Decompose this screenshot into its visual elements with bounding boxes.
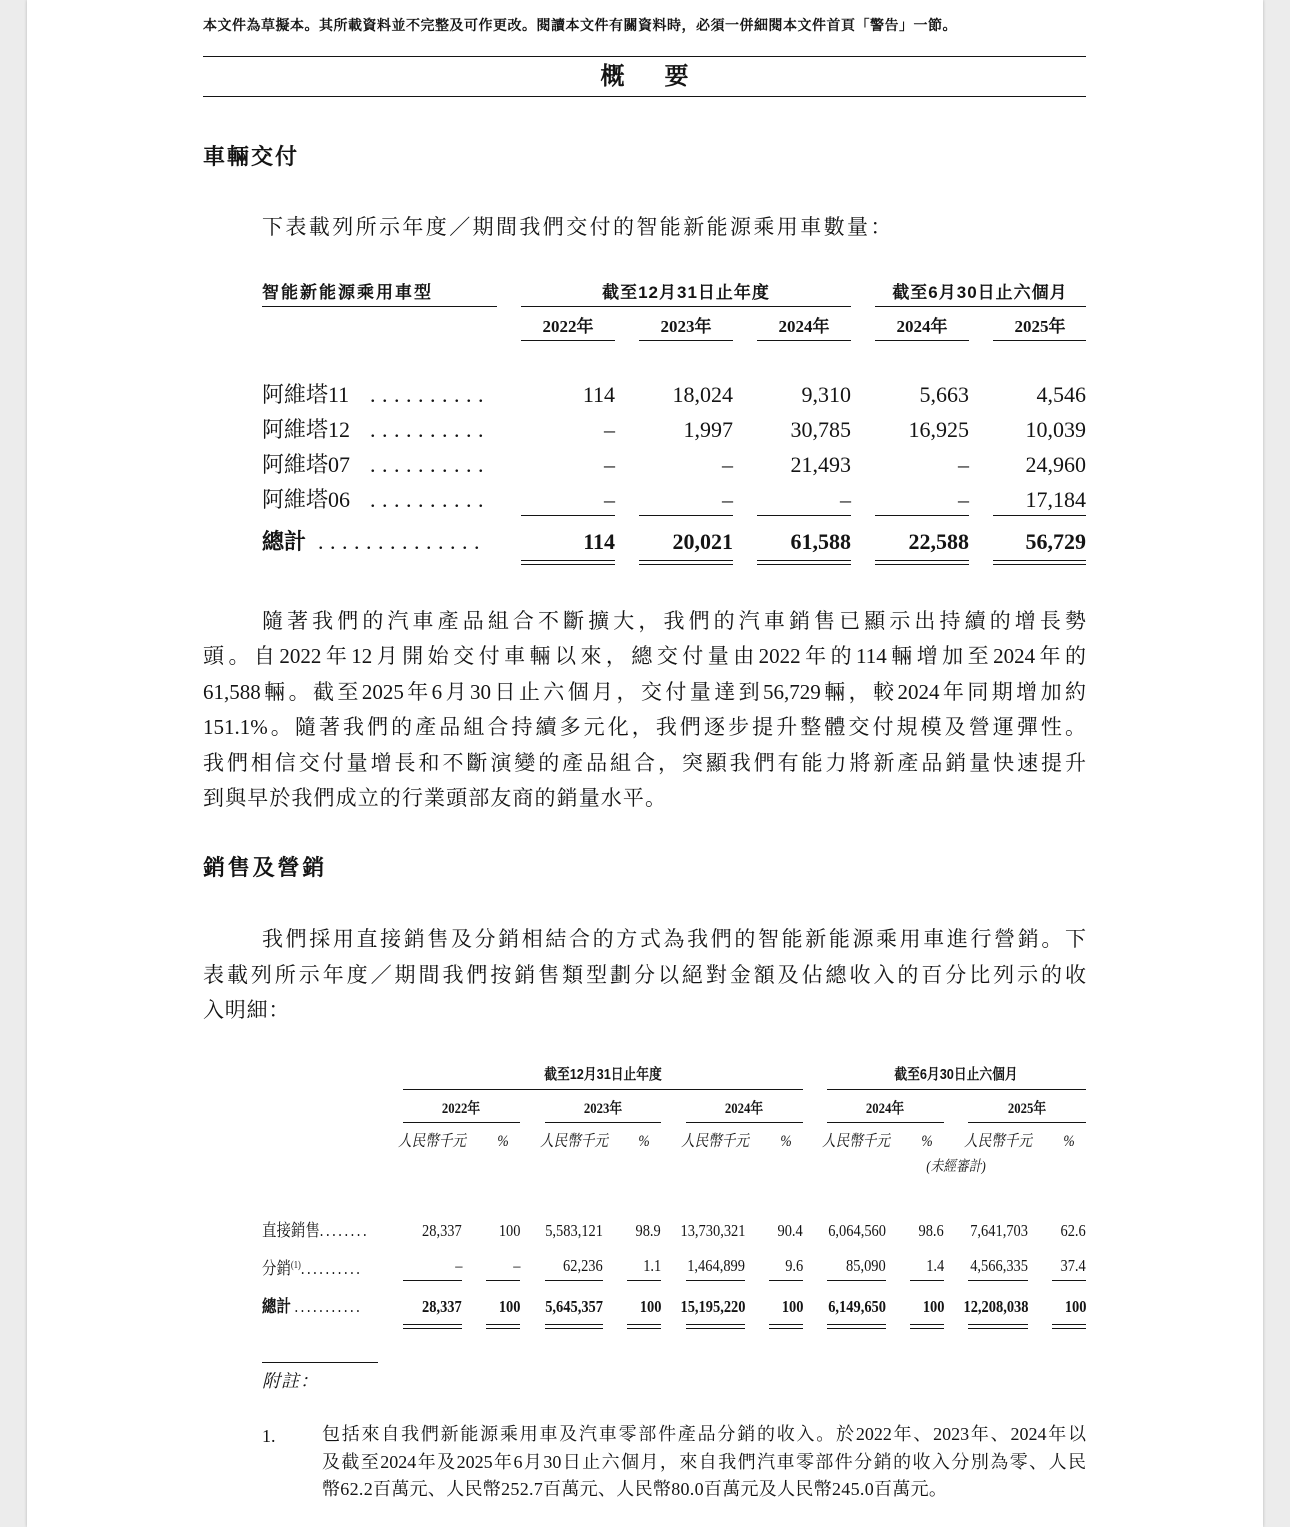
dot-leader: .......... bbox=[370, 487, 490, 512]
sales-cell: 6,064,560 bbox=[828, 1221, 886, 1240]
year-underline bbox=[545, 1122, 661, 1123]
sales-cell: 100 bbox=[498, 1221, 520, 1240]
vehicle-table-intro: 下表載列所示年度／期間我們交付的智能新能源乘用車數量： bbox=[262, 215, 894, 239]
dot-leader: ........... bbox=[294, 1297, 363, 1316]
total-double-underline bbox=[521, 560, 615, 565]
vehicle-cell: 10,039 bbox=[1025, 417, 1086, 442]
sales-total-cell: 6,149,650 bbox=[828, 1297, 886, 1316]
vehicle-table-year-header: 2024年 bbox=[778, 317, 830, 336]
draft-notice: 本文件為草擬本。其所載資料並不完整及可作更改。閱讀本文件有關資料時，必須一併細閱本文件首頁「警告」一節。 bbox=[203, 17, 957, 33]
sales-cell: 90.4 bbox=[777, 1221, 803, 1240]
unit-amount-header: 人民幣千元 bbox=[539, 1133, 609, 1150]
sales-cell: – bbox=[454, 1256, 462, 1275]
header-underline bbox=[875, 306, 1086, 307]
vehicle-cell: 21,493 bbox=[790, 452, 851, 477]
vehicle-cell: 114 bbox=[582, 382, 615, 407]
total-double-underline bbox=[403, 1324, 462, 1329]
vehicle-table-year-header: 2023年 bbox=[660, 317, 712, 336]
vehicle-table-year-header: 2025年 bbox=[1014, 317, 1066, 336]
vehicle-total-cell: 56,729 bbox=[1025, 529, 1086, 554]
title-rule-bottom bbox=[203, 96, 1086, 97]
unit-amount-header: 人民幣千元 bbox=[680, 1133, 750, 1150]
header-underline bbox=[262, 306, 497, 307]
subtotal-underline bbox=[968, 1280, 1028, 1281]
dot-leader: ........ bbox=[319, 1221, 370, 1240]
total-double-underline bbox=[486, 1324, 520, 1329]
vehicle-cell: 30,785 bbox=[790, 417, 851, 442]
total-double-underline bbox=[910, 1324, 944, 1329]
footnote-marker: (1) bbox=[290, 1260, 301, 1271]
subtotal-underline bbox=[1052, 1280, 1086, 1281]
paragraph-line: 61,588輛。截至2025年6月30日止六個月，交付量達到56,729輛，較2024年同期增加約 bbox=[203, 680, 1086, 704]
subtotal-underline bbox=[486, 1280, 520, 1281]
row-label-total bbox=[262, 1297, 362, 1317]
vehicle-table-group-fy-header: 截至12月31日止年度 bbox=[602, 283, 770, 302]
total-double-underline bbox=[827, 1324, 886, 1329]
sales-cell: 1.1 bbox=[642, 1256, 661, 1275]
paragraph-line: 到與早於我們成立的行業頭部友商的銷量水平。 bbox=[203, 786, 668, 810]
subtotal-underline bbox=[993, 515, 1086, 516]
row-label-text: 總計 bbox=[262, 1297, 291, 1316]
row-label-distribution bbox=[262, 1256, 362, 1279]
page-title: 概 要 bbox=[600, 63, 697, 90]
sales-cell: 4,566,335 bbox=[970, 1256, 1028, 1275]
sales-total-cell: 15,195,220 bbox=[679, 1297, 745, 1316]
row-label-avatr-06: 阿維塔06 bbox=[262, 487, 351, 512]
sales-cell: 28,337 bbox=[422, 1221, 462, 1240]
dot-leader: .............. bbox=[318, 529, 486, 554]
vehicle-table-group-6m-header: 截至6月30日止六個月 bbox=[892, 283, 1068, 302]
sales-total-cell: 28,337 bbox=[422, 1297, 462, 1316]
sales-cell: 13,730,321 bbox=[679, 1221, 745, 1240]
sales-table-year-header: 2022年 bbox=[441, 1101, 481, 1117]
unit-amount-header: 人民幣千元 bbox=[397, 1133, 467, 1150]
vehicle-cell: 9,310 bbox=[801, 382, 851, 407]
paragraph-line: 入明細： bbox=[203, 998, 291, 1022]
unit-percent-header: % bbox=[638, 1133, 650, 1150]
sales-cell: 7,641,703 bbox=[970, 1221, 1028, 1240]
header-underline bbox=[403, 1089, 803, 1090]
footnote-line: 幣62.2百萬元、人民幣252.7百萬元、人民幣80.0百萬元及人民幣245.0百萬元。 bbox=[322, 1479, 948, 1499]
sales-cell: 1,464,899 bbox=[687, 1256, 745, 1275]
total-double-underline bbox=[968, 1324, 1028, 1329]
unit-percent-header: % bbox=[921, 1133, 933, 1150]
vehicle-total-cell: 114 bbox=[583, 529, 615, 554]
header-underline bbox=[827, 1089, 1086, 1090]
dot-leader: .......... bbox=[300, 1259, 363, 1278]
unit-amount-header: 人民幣千元 bbox=[963, 1133, 1033, 1150]
subtotal-underline bbox=[545, 1280, 603, 1281]
vehicle-cell: 16,925 bbox=[908, 417, 969, 442]
vehicle-cell: 18,024 bbox=[672, 382, 733, 407]
vehicle-cell: 5,663 bbox=[919, 382, 969, 407]
row-label-total: 總計 bbox=[262, 529, 307, 554]
unaudited-note: (未經審計) bbox=[926, 1159, 986, 1175]
vehicle-cell: 1,997 bbox=[683, 417, 733, 442]
vehicle-cell: – bbox=[722, 487, 733, 512]
footnote-line: 及截至2024年及2025年6月30日止六個月，來自我們汽車零部件分銷的收入分別為零、人民 bbox=[322, 1452, 1086, 1472]
sales-table-group-6m-header: 截至6月30日止六個月 bbox=[894, 1066, 1018, 1083]
unit-percent-header: % bbox=[1063, 1133, 1075, 1150]
footnote-line: 包括來自我們新能源乘用車及汽車零部件產品分銷的收入。於2022年、2023年、2024年以 bbox=[322, 1424, 1086, 1444]
subtotal-underline bbox=[769, 1280, 803, 1281]
subtotal-underline bbox=[403, 1280, 462, 1281]
paragraph-line: 我們相信交付量增長和不斷演變的產品組合，突顯我們有能力將新產品銷量快速提升 bbox=[203, 751, 1086, 775]
total-double-underline bbox=[545, 1324, 603, 1329]
vehicle-cell: – bbox=[840, 487, 851, 512]
vehicle-table-year-header: 2022年 bbox=[542, 317, 594, 336]
total-double-underline bbox=[627, 1324, 661, 1329]
section-heading-vehicle-delivery: 車輛交付 bbox=[203, 144, 300, 169]
sales-total-cell: 100 bbox=[1064, 1297, 1086, 1316]
vehicle-table-year-header: 2024年 bbox=[896, 317, 948, 336]
sales-total-cell: 5,645,357 bbox=[545, 1297, 603, 1316]
paragraph-line: 頭。自2022年12月開始交付車輛以來，總交付量由2022年的114輛增加至2024年的 bbox=[203, 644, 1086, 668]
footnote-rule bbox=[262, 1362, 378, 1363]
vehicle-cell: – bbox=[604, 417, 615, 442]
sales-table-year-header: 2024年 bbox=[724, 1101, 764, 1117]
sales-total-cell: 100 bbox=[922, 1297, 944, 1316]
unit-amount-header: 人民幣千元 bbox=[821, 1133, 891, 1150]
subtotal-underline bbox=[521, 515, 615, 516]
sales-table-year-header: 2024年 bbox=[865, 1101, 905, 1117]
vehicle-cell: 17,184 bbox=[1025, 487, 1086, 512]
year-underline bbox=[993, 340, 1086, 341]
sales-cell: 62.6 bbox=[1060, 1221, 1086, 1240]
dot-leader: .......... bbox=[370, 452, 490, 477]
vehicle-cell: – bbox=[604, 487, 615, 512]
vehicle-cell: – bbox=[958, 452, 969, 477]
vehicle-total-cell: 22,588 bbox=[908, 529, 969, 554]
sales-table-group-fy-header: 截至12月31日止年度 bbox=[544, 1066, 662, 1083]
vehicle-total-cell: 20,021 bbox=[672, 529, 733, 554]
unit-percent-header: % bbox=[497, 1133, 509, 1150]
paragraph-line: 隨著我們的汽車產品組合不斷擴大，我們的汽車銷售已顯示出持續的增長勢 bbox=[262, 609, 1086, 633]
footnote-number: 1. bbox=[262, 1426, 276, 1446]
sales-cell: 62,236 bbox=[563, 1256, 603, 1275]
subtotal-underline bbox=[627, 1280, 661, 1281]
paragraph-line: 我們採用直接銷售及分銷相結合的方式為我們的智能新能源乘用車進行營銷。下 bbox=[262, 927, 1086, 951]
vehicle-cell: – bbox=[958, 487, 969, 512]
total-double-underline bbox=[1052, 1324, 1086, 1329]
total-double-underline bbox=[757, 560, 851, 565]
sales-cell: 98.6 bbox=[918, 1221, 944, 1240]
vehicle-cell: 24,960 bbox=[1025, 452, 1086, 477]
vehicle-table-model-header: 智能新能源乘用車型 bbox=[262, 283, 433, 302]
sales-cell: 1.4 bbox=[925, 1256, 944, 1275]
sales-cell: 5,583,121 bbox=[545, 1221, 603, 1240]
row-label-avatr-07: 阿維塔07 bbox=[262, 452, 351, 477]
vehicle-cell: – bbox=[604, 452, 615, 477]
sales-cell: 37.4 bbox=[1060, 1256, 1086, 1275]
subtotal-underline bbox=[686, 1280, 745, 1281]
year-underline bbox=[686, 1122, 803, 1123]
row-label-avatr-11: 阿維塔11 bbox=[262, 382, 350, 407]
dot-leader: .......... bbox=[370, 382, 490, 407]
sales-cell: 9.6 bbox=[784, 1256, 803, 1275]
vehicle-cell: 4,546 bbox=[1036, 382, 1086, 407]
total-double-underline bbox=[993, 560, 1086, 565]
sales-table-year-header: 2023年 bbox=[583, 1101, 623, 1117]
vehicle-total-cell: 61,588 bbox=[790, 529, 851, 554]
year-underline bbox=[403, 1122, 520, 1123]
sales-total-cell: 12,208,038 bbox=[962, 1297, 1028, 1316]
year-underline bbox=[875, 340, 969, 341]
vehicle-cell: – bbox=[722, 452, 733, 477]
subtotal-underline bbox=[910, 1280, 944, 1281]
header-underline bbox=[521, 306, 851, 307]
year-underline bbox=[968, 1122, 1086, 1123]
row-label-text: 分銷 bbox=[262, 1259, 291, 1278]
total-double-underline bbox=[875, 560, 969, 565]
sales-total-cell: 100 bbox=[639, 1297, 661, 1316]
subtotal-underline bbox=[875, 515, 969, 516]
paragraph-line: 表載列所示年度／期間我們按銷售類型劃分以絕對金額及佔總收入的百分比列示的收 bbox=[203, 963, 1086, 987]
notes-heading: 附註： bbox=[262, 1371, 319, 1391]
subtotal-underline bbox=[827, 1280, 886, 1281]
section-heading-sales-marketing: 銷售及營銷 bbox=[203, 855, 328, 880]
sales-total-cell: 100 bbox=[781, 1297, 803, 1316]
year-underline bbox=[757, 340, 851, 341]
title-rule-top bbox=[203, 56, 1086, 57]
sales-cell: 98.9 bbox=[635, 1221, 661, 1240]
dot-leader: .......... bbox=[370, 417, 490, 442]
row-label-direct-sales bbox=[262, 1221, 369, 1241]
paragraph-line: 151.1%。隨著我們的產品組合持續多元化，我們逐步提升整體交付規模及營運彈性。 bbox=[203, 715, 1086, 739]
sales-table-year-header: 2025年 bbox=[1007, 1101, 1047, 1117]
year-underline bbox=[521, 340, 615, 341]
subtotal-underline bbox=[757, 515, 851, 516]
unit-percent-header: % bbox=[780, 1133, 792, 1150]
total-double-underline bbox=[769, 1324, 803, 1329]
row-label-avatr-12: 阿維塔12 bbox=[262, 417, 351, 442]
total-double-underline bbox=[639, 560, 733, 565]
total-double-underline bbox=[686, 1324, 745, 1329]
sales-cell: 85,090 bbox=[846, 1256, 886, 1275]
year-underline bbox=[639, 340, 733, 341]
subtotal-underline bbox=[639, 515, 733, 516]
year-underline bbox=[827, 1122, 944, 1123]
row-label-text: 直接銷售 bbox=[262, 1221, 320, 1240]
sales-cell: – bbox=[512, 1256, 520, 1275]
sales-total-cell: 100 bbox=[498, 1297, 520, 1316]
